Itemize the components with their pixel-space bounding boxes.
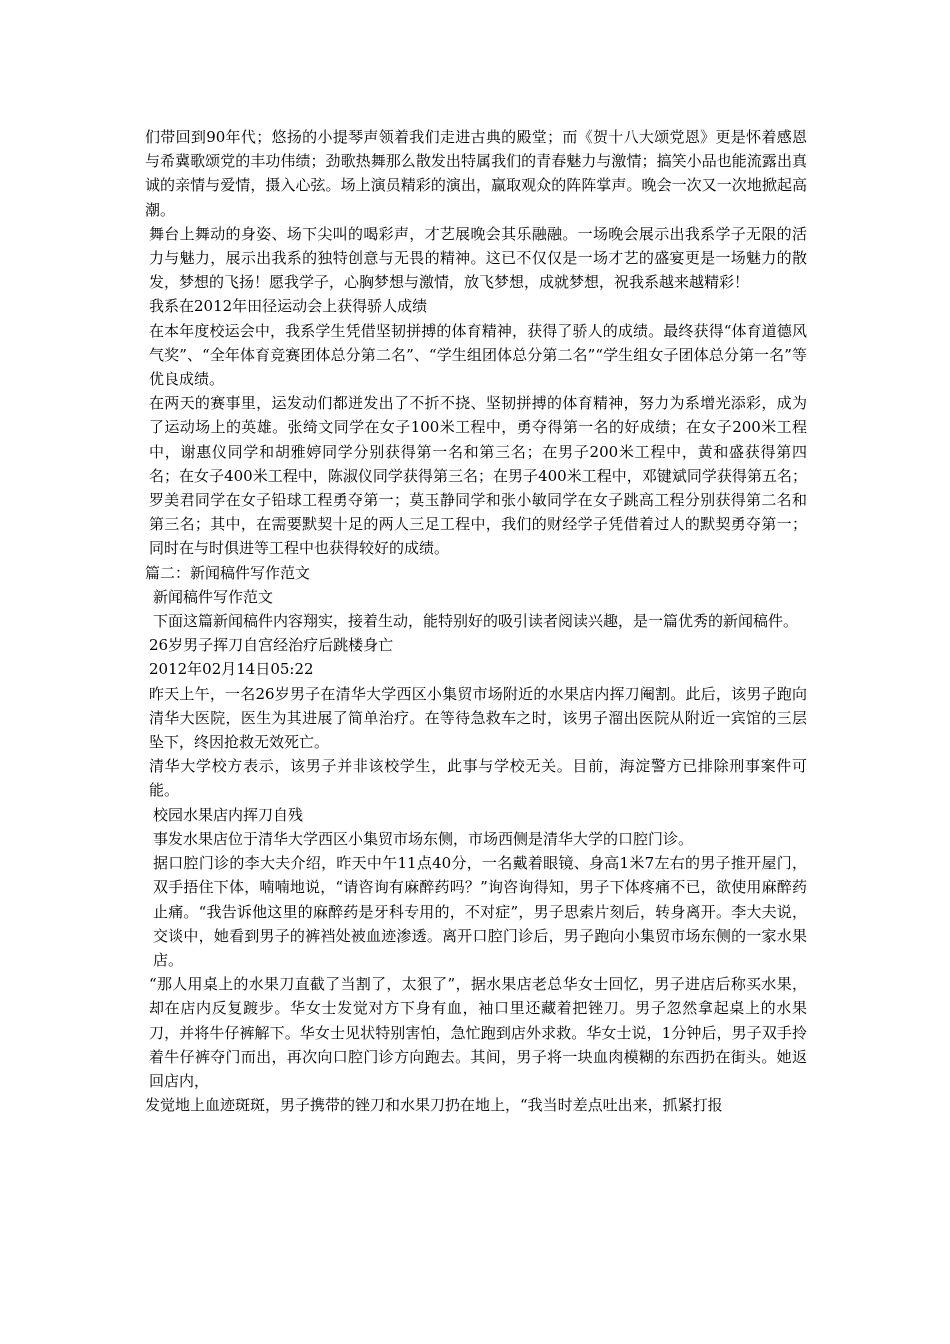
document-page bbox=[145, 125, 807, 1117]
section-heading-part-two: 篇二：新闻稿件写作范文 bbox=[145, 563, 311, 582]
news-headline: 26岁男子挥刀自宫经治疗后跳楼身亡 bbox=[149, 636, 394, 655]
paragraph-track-meet-awards: 在本年度校运会中，我系学生凭借坚韧拼搏的体育精神，获得了骄人的成绩。最终获得“体育道德风气奖”、“全年体育竞赛团体总分第二名”、“学生组团体总分第二名”“学生组女子团体总分第一名”等优良成绩。 bbox=[149, 321, 807, 389]
paragraph-continuation: 发觉地上血迹斑斑，男子携带的锉刀和水果刀扔在地上，“我当时差点吐出来，抓紧打报 bbox=[145, 1096, 723, 1115]
paragraph-dentist-account: 据口腔门诊的李大夫介绍，昨天中午11点40分，一名戴着眼镜、身高1米7左右的男子推开屋门，双手捂住下体，喃喃地说，“请咨询有麻醉药吗？”询咨询得知，男子下体疼痛不已，欲使用麻醉药止痛。“我告诉他这里的麻醉药是牙科专用的，不对症”，男子思索片刻后，转身离开。李大夫说，交谈中，她看到男子的裤裆处被血迹渗透。离开口腔门诊后，男子跑向小集贸市场东侧的一家水果店。 bbox=[153, 854, 807, 969]
headline-track-meet: 我系在2012年田径运动会上获得骄人成绩 bbox=[149, 297, 428, 316]
paragraph-intro: 下面这篇新闻稿件内容翔实，接着生动，能特别好的吸引读者阅读兴趣，是一篇优秀的新闻稿件。 bbox=[153, 612, 799, 631]
news-timestamp: 2012年02月14日05:22 bbox=[149, 660, 314, 679]
paragraph-university-statement: 清华大学校方表示，该男子并非该校学生，此事与学校无关。目前，海淀警方已排除刑事案件可能。 bbox=[149, 757, 807, 800]
paragraph-track-meet-results: 在两天的赛事里，运发动们都迸发出了不折不挠、坚韧拼搏的体育精神，努力为系增光添彩，成为了运动场上的英雄。张绮文同学在女子100米工程中，勇夺得第一名的好成绩；在女子200米工程中，谢惠仪同学和胡雅婷同学分别获得第一名和第三名；在男子200米工程中，黄和盛获得第四名；在女子400米工程中，陈淑仪同学获得第三名；在男子400米工程中，邓键斌同学获得第五名；罗美君同学在女子铅球工程勇夺第一；莫玉静同学和张小敏同学在女子跳高工程分别获得第二名和第三名；其中，在需要默契十足的两人三足工程中，我们的财经学子凭借着过人的默契勇夺第一；同时在与时俱进等工程中也获得较好的成绩。 bbox=[149, 394, 807, 558]
paragraph-gala-summary: 舞台上舞动的身姿、场下尖叫的喝彩声，才艺展晚会其乐融融。一场晚会展示出我系学子无限的活力与魅力，展示出我系的独特创意与无畏的精神。这已不仅仅是一场才艺的盛宴更是一场魅力的散发，梦想的飞扬！愿我学子，心胸梦想与激情，放飞梦想，成就梦想，祝我系越来越精彩！ bbox=[149, 224, 807, 292]
paragraph-gala-review: 们带回到90年代；悠扬的小提琴声领着我们走进古典的殿堂；而《贺十八大颂党恩》更是怀着感恩与希冀歌颂党的丰功伟绩；劲歌热舞那么散发出特属我们的青春魅力与激情；搞笑小品也能流露出真诚的亲情与爱情，摄入心弦。场上演员精彩的演出，赢取观众的阵阵掌声。晚会一次又一次地掀起高潮。 bbox=[145, 128, 807, 219]
subheading-fruit-shop: 校园水果店内挥刀自残 bbox=[153, 805, 304, 824]
subheading-news-writing: 新闻稿件写作范文 bbox=[153, 587, 274, 606]
paragraph-news-lead: 昨天上午，一名26岁男子在清华大学西区小集贸市场附近的水果店内挥刀阉割。此后，该男子跑向清华大医院，医生为其进展了简单治疗。在等待急救车之时，该男子溜出医院从附近一宾馆的三层坠下，终因抢救无效死亡。 bbox=[149, 684, 807, 752]
paragraph-shop-owner-account: “那人用桌上的水果刀直截了当割了，太狠了”，据水果店老总华女士回忆，男子进店后称买水果，却在店内反复踱步。华女士发觉对方下身有血，袖口里还藏着把锉刀。男子忽然拿起桌上的水果刀，并将牛仔裤解下。华女士见状特别害怕，急忙跑到店外求救。华女士说，1分钟后，男子双手拎着牛仔裤夺门而出，再次向口腔门诊方向跑去。其间，男子将一块血肉模糊的东西扔在街头。她返回店内， bbox=[149, 975, 807, 1090]
paragraph-location: 事发水果店位于清华大学西区小集贸市场东侧，市场西侧是清华大学的口腔门诊。 bbox=[153, 829, 694, 848]
